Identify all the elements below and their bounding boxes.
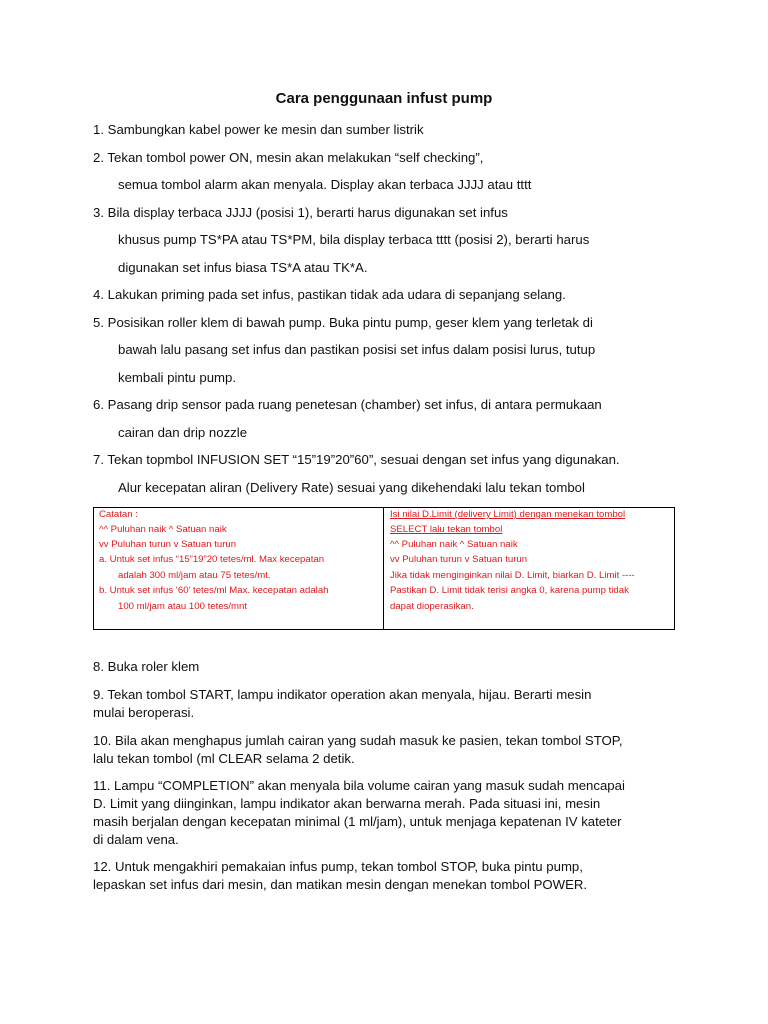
step-line: 3. Bila display terbaca JJJJ (posisi 1), berarti harus digunakan set infus — [93, 205, 508, 220]
step-line: 7. Tekan topmbol INFUSION SET “15”19”20”60”, sesuai dengan set infus yang digunakan. — [93, 452, 620, 467]
step-line: Alur kecepatan aliran (Delivery Rate) sesuai yang dikehendaki lalu tekan tombol — [118, 480, 585, 495]
step-line: mulai beroperasi. — [93, 705, 195, 720]
step-line: 5. Posisikan roller klem di bawah pump. Buka pintu pump, geser klem yang terletak di — [93, 315, 593, 330]
step-line: masih berjalan dengan kecepatan minimal (1 ml/jam), untuk menjaga kepatenan IV kateter — [93, 814, 622, 829]
step-line: lalu tekan tombol (ml CLEAR selama 2 detik. — [93, 751, 355, 766]
note-left-line: b. Untuk set infus ‘60’ tetes/ml Max. kecepatan adalah — [99, 585, 329, 596]
note-right-line: dapat dioperasikan. — [390, 601, 474, 612]
step-line: semua tombol alarm akan menyala. Display akan terbaca JJJJ atau tttt — [118, 177, 532, 192]
note-left-line: adalah 300 ml/jam atau 75 tetes/mt. — [118, 570, 271, 581]
note-right-line: Isi nilai D.Limit (delivery Limit) dengan menekan tombol — [390, 509, 626, 520]
note-left-line: 100 ml/jam atau 100 tetes/mnt — [118, 601, 248, 612]
step-line: khusus pump TS*PA atau TS*PM, bila display terbaca tttt (posisi 2), berarti harus — [118, 232, 590, 247]
step-line: 2. Tekan tombol power ON, mesin akan melakukan “self checking”, — [93, 150, 484, 165]
step-line: di dalam vena. — [93, 832, 179, 847]
note-right-line: Pastikan D. Limit tidak terisi angka 0, karena pump tidak — [390, 585, 629, 596]
note-right-line: SELECT lalu tekan tombol — [390, 524, 503, 535]
note-right-line: Jika tidak menginginkan nilai D. Limit, biarkan D. Limit ---- — [390, 570, 635, 581]
step-line: D. Limit yang diinginkan, lampu indikator akan berwarna merah. Pada situasi ini, mesin — [93, 796, 601, 811]
step-line: 6. Pasang drip sensor pada ruang penetesan (chamber) set infus, di antara permukaan — [93, 397, 602, 412]
note-left-line: ^^ Puluhan naik ^ Satuan naik — [99, 524, 227, 535]
step-line: bawah lalu pasang set infus dan pastikan posisi set infus dalam posisi lurus, tutup — [118, 342, 596, 357]
note-right-line: ^^ Puluhan naik ^ Satuan naik — [390, 539, 518, 550]
note-left-line: vv Puluhan turun v Satuan turun — [99, 539, 237, 550]
step-line: lepaskan set infus dari mesin, dan matikan mesin dengan menekan tombol POWER. — [93, 877, 588, 892]
note-right-line: vv Puluhan turun v Satuan turun — [390, 554, 528, 565]
step-line: 11. Lampu “COMPLETION” akan menyala bila volume cairan yang masuk sudah mencapai — [93, 778, 625, 793]
step-line: 1. Sambungkan kabel power ke mesin dan sumber listrik — [93, 122, 424, 137]
step-line: 8. Buka roler klem — [93, 659, 200, 674]
step-line: cairan dan drip nozzle — [118, 425, 248, 440]
step-line: digunakan set infus biasa TS*A atau TK*A. — [118, 260, 368, 275]
step-line: kembali pintu pump. — [118, 370, 237, 385]
step-line: 10. Bila akan menghapus jumlah cairan yang sudah masuk ke pasien, tekan tombol STOP, — [93, 733, 623, 748]
step-line: 4. Lakukan priming pada set infus, pastikan tidak ada udara di sepanjang selang. — [93, 287, 566, 302]
note-left-line: Catatan : — [99, 509, 138, 520]
note-left-line: a. Untuk set infus “15”19”20 tetes/ml. Max kecepatan — [99, 554, 325, 565]
document-title: Cara penggunaan infust pump — [275, 90, 493, 107]
step-line: 9. Tekan tombol START, lampu indikator operation akan menyala, hijau. Berarti mesin — [93, 687, 592, 702]
note-table-divider — [383, 507, 384, 630]
step-line: 12. Untuk mengakhiri pemakaian infus pump, tekan tombol STOP, buka pintu pump, — [93, 859, 583, 874]
